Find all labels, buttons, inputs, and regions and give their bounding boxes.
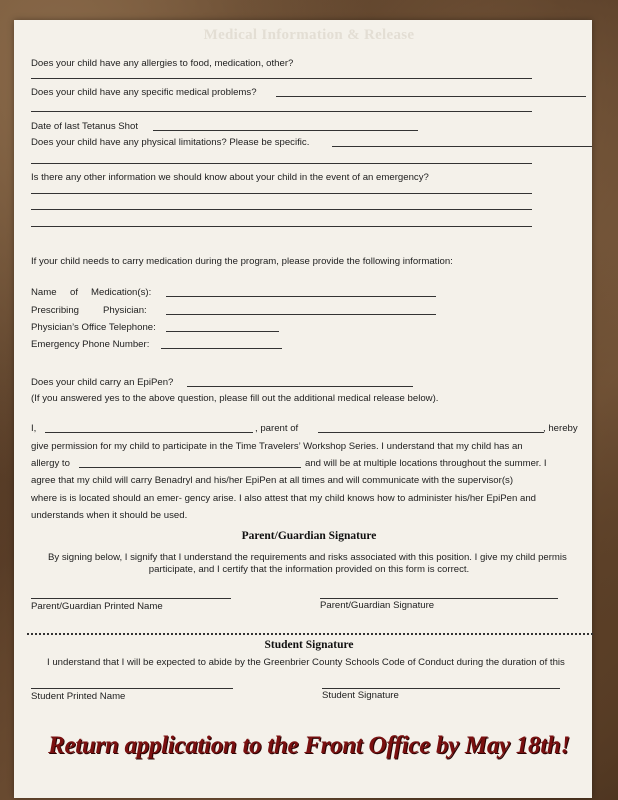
- release-parent-name-line[interactable]: [45, 432, 253, 433]
- epipen-answer-line[interactable]: [187, 386, 413, 387]
- allergies-answer-line[interactable]: [31, 78, 532, 79]
- release-line-6: understands when it should be used.: [31, 510, 188, 521]
- student-printed-name-line[interactable]: [31, 688, 233, 689]
- medical-problems-answer-line-2[interactable]: [31, 111, 532, 112]
- prescribing-physician-line[interactable]: [166, 314, 436, 315]
- parent-printed-name-label: Parent/Guardian Printed Name: [31, 601, 163, 612]
- parent-statement-line-2: participate, and I certify that the information provided on this form is correct.: [148, 564, 470, 575]
- emergency-info-question: Is there any other information we should know about your child in the event of an emergency?: [31, 172, 429, 183]
- tetanus-date-line[interactable]: [153, 130, 418, 131]
- release-hereby: , hereby: [543, 423, 578, 434]
- section-divider: [27, 633, 593, 635]
- physical-limitations-question: Does your child have any physical limitations? Please be specific.: [31, 137, 310, 148]
- return-application-note: Return application to the Front Office by May 18th!: [48, 732, 570, 759]
- release-line-2: give permission for my child to participate in the Time Travelers’ Workshop Series. I understand that my child has an: [31, 441, 523, 452]
- emergency-info-line-1[interactable]: [31, 193, 532, 194]
- medical-problems-question: Does your child have any specific medical problems?: [31, 87, 257, 98]
- release-line-3-end: and will be at multiple locations throughout the summer. I: [305, 458, 547, 469]
- release-line-4: agree that my child will carry Benadryl and his/her EpiPen at all times and will communicate with the supervisor(s): [31, 475, 514, 486]
- epipen-question: Does your child carry an EpiPen?: [31, 377, 174, 388]
- release-i: I,: [31, 423, 37, 434]
- office-phone-line[interactable]: [166, 331, 279, 332]
- medication-name-label-c: Medication(s):: [91, 287, 152, 298]
- allergies-question: Does your child have any allergies to food, medication, other?: [31, 58, 294, 69]
- student-printed-name-label: Student Printed Name: [31, 691, 126, 702]
- student-statement: I understand that I will be expected to abide by the Greenbrier County Schools Code of Conduct during the duration of this: [47, 657, 565, 668]
- prescribing-label-a: Prescribing: [31, 305, 79, 316]
- student-signature-label: Student Signature: [322, 690, 399, 701]
- parent-signature-line[interactable]: [320, 598, 558, 599]
- emergency-phone-label: Emergency Phone Number:: [31, 339, 150, 350]
- release-allergy-line[interactable]: [79, 467, 301, 468]
- physical-limitations-answer-line-2[interactable]: [31, 163, 532, 164]
- student-signature-line[interactable]: [322, 688, 560, 689]
- emergency-info-line-2[interactable]: [31, 209, 532, 210]
- medication-name-label-b: of: [70, 287, 79, 298]
- release-line-5: where is is located should an emer- gency arise. I also attest that my child knows how to administer his/her EpiPen and: [31, 493, 536, 504]
- parent-printed-name-line[interactable]: [31, 598, 231, 599]
- emergency-phone-line[interactable]: [161, 348, 282, 349]
- form-title: Medical Information & Release: [203, 27, 415, 43]
- medication-name-label-a: Name: [31, 287, 57, 298]
- tetanus-label: Date of last Tetanus Shot: [31, 121, 139, 132]
- office-phone-label: Physician’s Office Telephone:: [31, 322, 156, 333]
- student-signature-heading: Student Signature: [264, 639, 354, 651]
- prescribing-label-b: Physician:: [103, 305, 147, 316]
- physical-limitations-answer-line[interactable]: [332, 146, 592, 147]
- release-child-name-line[interactable]: [318, 432, 544, 433]
- release-allergy-to: allergy to: [31, 458, 70, 469]
- medical-problems-answer-line[interactable]: [276, 96, 586, 97]
- release-parent-of: , parent of: [255, 423, 299, 434]
- medication-name-line[interactable]: [166, 296, 436, 297]
- medication-intro: If your child needs to carry medication during the program, please provide the following information:: [31, 256, 453, 267]
- epipen-note: (If you answered yes to the above question, please fill out the additional medical release below).: [31, 393, 439, 404]
- parent-signature-heading: Parent/Guardian Signature: [241, 530, 377, 542]
- parent-statement-line-1: By signing below, I signify that I understand the requirements and risks associated with this position. I give my child permis: [48, 552, 567, 563]
- emergency-info-line-3[interactable]: [31, 226, 532, 227]
- parent-signature-label: Parent/Guardian Signature: [320, 600, 435, 611]
